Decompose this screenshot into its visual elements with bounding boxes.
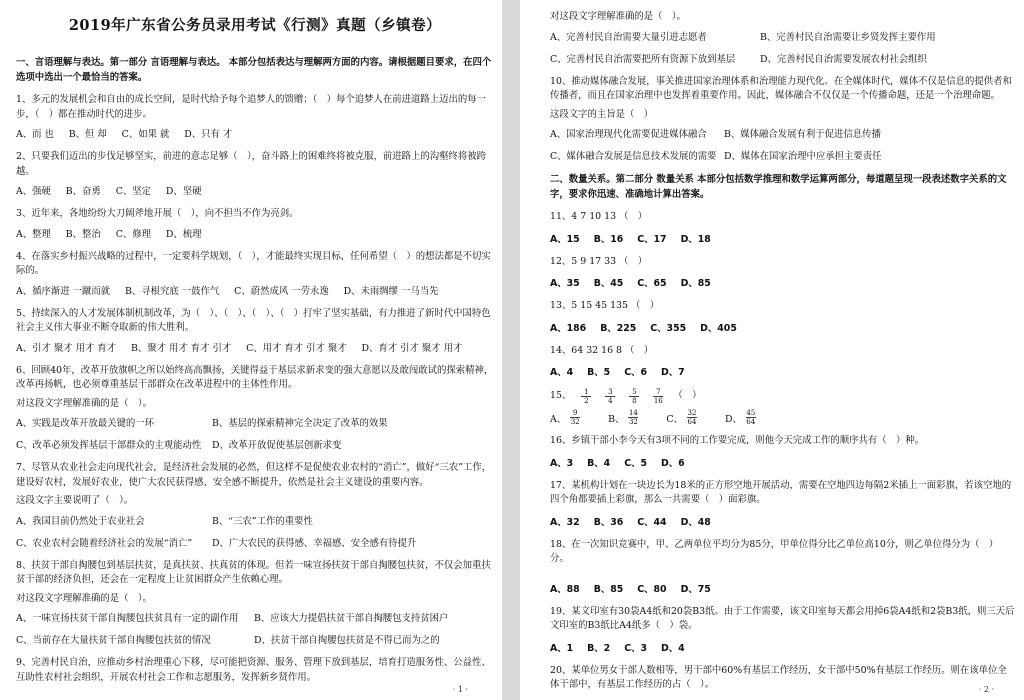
option: D、85 (680, 278, 711, 289)
option: A、完善村民自治需要大量引进志愿者 (550, 31, 707, 43)
option: D、405 (700, 322, 737, 334)
question-9-options-row1 (550, 31, 1016, 45)
option: A、15 (550, 233, 580, 245)
question-8-stem: 对这段文字理解准确的是（ ）。 (16, 592, 152, 604)
question-4-options: A、循序渐进 一蹴而就 B、寻根究底 一鼓作气 C、蔚然成风 一劳永逸 D、未雨绸缪 一马当先 (16, 285, 439, 297)
option-letter: C、 (666, 413, 683, 425)
question-3: 3、近年来，各地纷纷大刀阔斧地开展（ ），向不担当不作为亮剑。 (16, 208, 299, 219)
option: A、3 (550, 457, 574, 469)
fraction (653, 388, 663, 405)
option: D、改革开放促使基层创新求变 (212, 440, 342, 451)
section-heading-verbal: 一、言语理解与表达。第一部分 言语理解与表达。 本部分包括表达与理解两方面的内容。请根据题目要求，在四个选项中选出一个最恰当的答案。 (16, 57, 492, 83)
document-title: 2019年广东省公务员录用考试《行测》真题（乡镇卷） (68, 17, 442, 34)
question-6-options-row2 (16, 439, 494, 453)
option: B、2 (587, 642, 611, 654)
option: C、3 (624, 642, 647, 654)
option: C、媒体融合发展是信息技术发展的需要 (550, 151, 717, 162)
option: D、广大农民的获得感、幸福感、安全感有待提升 (212, 537, 417, 549)
option: C、当前存在大量扶贫干部自掏腰包扶贫的情况 (16, 635, 211, 646)
option: D、完善村民自治需要发展农村社会组织 (760, 53, 927, 65)
question-6-stem: 对这段文字理解准确的是（ ）。 (16, 397, 152, 409)
question-15-label: 15、 (550, 390, 572, 402)
denominator: 64 (687, 418, 697, 426)
question-17-options (550, 514, 1016, 528)
question-4: 4、在落实乡村振兴战略的过程中，一定要科学规划，（ ），才能最终实现目标，任何希望（ ）的想法都是不切实际的。 (16, 250, 491, 276)
question-7: 7、尽管从农业社会走向现代社会，是经济社会发展的必然，但这样不是促使农业农村的“消亡”，做好“三农”工作，建设好农村，发展好农业，使广大农民获得感、安全感不断提升，依然是社会主义建设的重要内容。 (16, 462, 492, 488)
option: B、16 (593, 233, 624, 245)
option: B、“三农”工作的重要性 (212, 515, 313, 527)
question-11: 11、4 7 10 13 （ ） (550, 211, 648, 222)
option: A、88 (550, 583, 580, 595)
option: B、85 (593, 583, 624, 595)
option (608, 409, 642, 426)
denominator: 4 (608, 397, 613, 405)
question-10-stem: 这段文字的主旨是（ ） (550, 108, 654, 120)
option-letter: B、 (608, 413, 625, 425)
question-9: 9、完善村民自治，应推动乡村治理重心下移，尽可能把资源、服务、管理下放到基层，培育打造服务性、公益性、互助性农村社会组织，开展农村社会工作和志愿服务，发挥新乡贤作用。 (16, 657, 491, 683)
question-16-options (550, 455, 1016, 469)
option: A、我国目前仍然处于农业社会 (16, 515, 145, 527)
option (550, 409, 584, 426)
question-7-options-row2 (16, 537, 494, 551)
question-3-options: A、整理 B、整治 C、修理 D、梳理 (16, 228, 202, 240)
question-12-options (550, 275, 1016, 289)
fraction (581, 388, 591, 405)
option: C、6 (624, 367, 647, 378)
option (666, 409, 701, 426)
option: D、7 (660, 367, 685, 378)
numerator: 7 (656, 388, 661, 396)
question-1: 1、多元的发展机会和自由的成长空间，是时代给予每个追梦人的馈赠；（ ）每个追梦人在前进道路上迈出的每一步，（ ）都在推动时代的进步。 (16, 94, 487, 120)
question-6-options-row1 (16, 417, 494, 431)
denominator: 32 (570, 418, 580, 426)
option: D、6 (660, 457, 685, 469)
question-20: 20、某单位男女干部人数相等，男干部中60%有基层工作经历，女干部中50%有基层工作经历。则在该单位全体干部中，有基层工作经历的占（ ）。 (550, 664, 1007, 690)
page-1 (0, 0, 502, 700)
option: C、80 (637, 583, 667, 595)
option: C、44 (637, 516, 667, 528)
question-14-options (550, 364, 1016, 378)
question-13: 13、5 15 45 135 （ ） (550, 300, 660, 311)
option: D、4 (660, 642, 685, 654)
fraction (605, 388, 615, 405)
question-19-options (550, 640, 1016, 654)
fraction (629, 388, 639, 405)
page-number: · 1 · (452, 685, 468, 694)
question-8: 8、扶贫干部自掏腰包到基层扶贫，是真扶贫、扶真贫的体现。但若一味宣扬扶贫干部自掏腰包扶贫，不仅会加重扶贫干部的经济负担，还会在一定程度上让贫困群众产生依赖心理。 (16, 559, 491, 585)
option: D、扶贫干部自掏腰包扶贫是不得已而为之的 (254, 635, 440, 646)
option: A、32 (550, 516, 580, 528)
option: C、农业农村会随着经济社会的发展“消亡” (16, 537, 193, 549)
option: A、35 (550, 278, 580, 289)
denominator: 8 (632, 397, 637, 405)
option: D、48 (680, 516, 711, 528)
question-8-options-row2 (16, 634, 494, 648)
question-11-options (550, 231, 1016, 245)
page-2 (520, 0, 1024, 700)
numerator: 45 (746, 409, 756, 417)
option-letter: A、 (550, 413, 567, 425)
option: C、65 (637, 278, 667, 289)
numerator: 14 (628, 409, 638, 417)
option: A、国家治理现代化需要促进媒体融合 (550, 129, 707, 140)
page-number: · 2 · (978, 685, 994, 694)
question-5-options: A、引才 聚才 用才 育才 B、聚才 用才 育才 引才 C、用才 育才 引才 聚才 D、育才 引才 聚才 用才 (16, 342, 463, 354)
option: D、媒体在国家治理中应承担主要责任 (724, 151, 882, 162)
option: B、应该大力提倡扶贫干部自掏腰包支持贫困户 (254, 613, 449, 624)
question-10-options-row2 (550, 150, 1016, 164)
numerator: 32 (687, 409, 697, 417)
question-17: 17、某机构计划在一块边长为18米的正方形空地开展活动，需要在空地四边每隔2米插上一面彩旗，若该空地的四个角都要插上彩旗，那么一共需要（ ）面彩旗。 (550, 479, 1012, 505)
numerator: 1 (584, 388, 589, 396)
option: B、36 (593, 516, 624, 528)
option: B、5 (587, 367, 611, 378)
denominator: 2 (584, 397, 589, 405)
option: B、4 (587, 457, 611, 469)
denominator: 64 (746, 418, 756, 426)
option: A、实践是改革开放最关键的一环 (16, 418, 155, 429)
option: C、完善村民自治需要把所有资源下放到基层 (550, 53, 736, 65)
question-1-options: A、而 也 B、但 却 C、如果 就 D、只有 才 (16, 129, 233, 140)
question-6: 6、回顾40年，改革开放旗帜之所以始终高高飘扬，关键得益于基层求新求变的强大意愿以及敢闯敢试的探索精神，改革再扬帆，也必须尊重基层干部群众在改革进程中的主体性作用。 (16, 364, 494, 390)
question-15 (550, 388, 1016, 405)
fraction (687, 409, 697, 426)
option-letter: D、 (724, 413, 742, 425)
question-9-options-row2 (550, 53, 1016, 67)
denominator: 32 (628, 418, 638, 426)
option: C、5 (624, 457, 647, 469)
option (725, 409, 760, 426)
question-12: 12、5 9 17 33 （ ） (550, 255, 648, 267)
question-9-stem: 对这段文字理解准确的是（ ）。 (550, 11, 686, 22)
question-5: 5、持续深入的人才发展体制机制改革，为（ ）、（ ）、（ ）、（ ）打牢了坚实基础，有力推进了新时代中国特色社会主义伟大事业不断夺取新的伟大胜利。 (16, 307, 491, 333)
question-19: 19、某文印室有30袋A4纸和20袋B3纸。由于工作需要，该文印室每天都会用掉6袋A4纸和2袋B3纸，则三天后文印室的B3纸比A4纸多（ ）袋。 (550, 605, 1015, 631)
option: D、18 (680, 233, 711, 245)
numerator: 9 (572, 409, 578, 417)
question-7-options-row1 (16, 515, 494, 529)
fraction (570, 409, 580, 426)
option: A、一味宣扬扶贫干部自掏腰包扶贫具有一定的副作用 (16, 613, 239, 624)
question-2-options: A、强硬 B、奋勇 C、坚定 D、坚硬 (16, 186, 202, 197)
option: B、45 (593, 278, 624, 289)
question-7-stem: 这段文字主要说明了（ ）。 (16, 495, 134, 506)
denominator: 16 (653, 397, 663, 405)
option: A、1 (550, 642, 574, 654)
option: B、基层的探索精神完全决定了改革的效果 (212, 418, 388, 429)
option: C、17 (637, 233, 667, 245)
question-8-options-row1 (16, 612, 494, 626)
section-heading-quantitative: 二、数量关系。第二部分 数量关系 本部分包括数学推理和数学运算两部分，每道题呈现一段表述数字关系的文字，要求你迅速、准确地计算出答案。 (550, 174, 1007, 200)
option: C、355 (650, 322, 687, 334)
numerator: 5 (632, 388, 637, 396)
fraction (628, 409, 638, 426)
question-18: 18、在一次知识竞赛中，甲、乙两单位平均分为85分，甲单位得分比乙单位高10分，则乙单位得分为（ ）分。 (550, 538, 999, 564)
question-18-options (550, 581, 1016, 595)
question-2: 2、只要我们迈出的步伐足够坚实，前进的意志足够（ ），奋斗路上的困难终将被克服，前进路上的沟壑终将被跨越。 (16, 151, 487, 177)
question-15-options (550, 409, 1016, 426)
option: A、4 (550, 367, 574, 378)
option: B、媒体融合发展有利于促进信息传播 (724, 129, 881, 140)
fraction (746, 409, 756, 426)
option: D、75 (680, 583, 711, 595)
option: A、186 (550, 322, 587, 334)
option: B、225 (600, 322, 637, 334)
question-14: 14、64 32 16 8 （ ） (550, 344, 654, 356)
question-16: 16、乡镇干部小李今天有3项不同的工作要完成，则他今天完成工作的顺序共有（ ）种。 (550, 435, 925, 446)
question-10: 10、推动媒体融合发展，事关推进国家治理体系和治理能力现代化。在全媒体时代，媒体不仅是信息的提供者和传播者，而且在国家治理中也发挥着重要作用。因此，媒体融合不仅仅是一个传播命题，还是一个治理命题。 (550, 75, 1012, 101)
option: C、改革必须发挥基层干部群众的主观能动性 (16, 440, 202, 451)
question-10-options-row1 (550, 128, 1016, 142)
option: B、完善村民自治需要让乡贤发挥主要作用 (760, 31, 936, 43)
question-13-options (550, 320, 1016, 334)
blank: （ ） (673, 390, 702, 402)
numerator: 3 (608, 388, 613, 396)
